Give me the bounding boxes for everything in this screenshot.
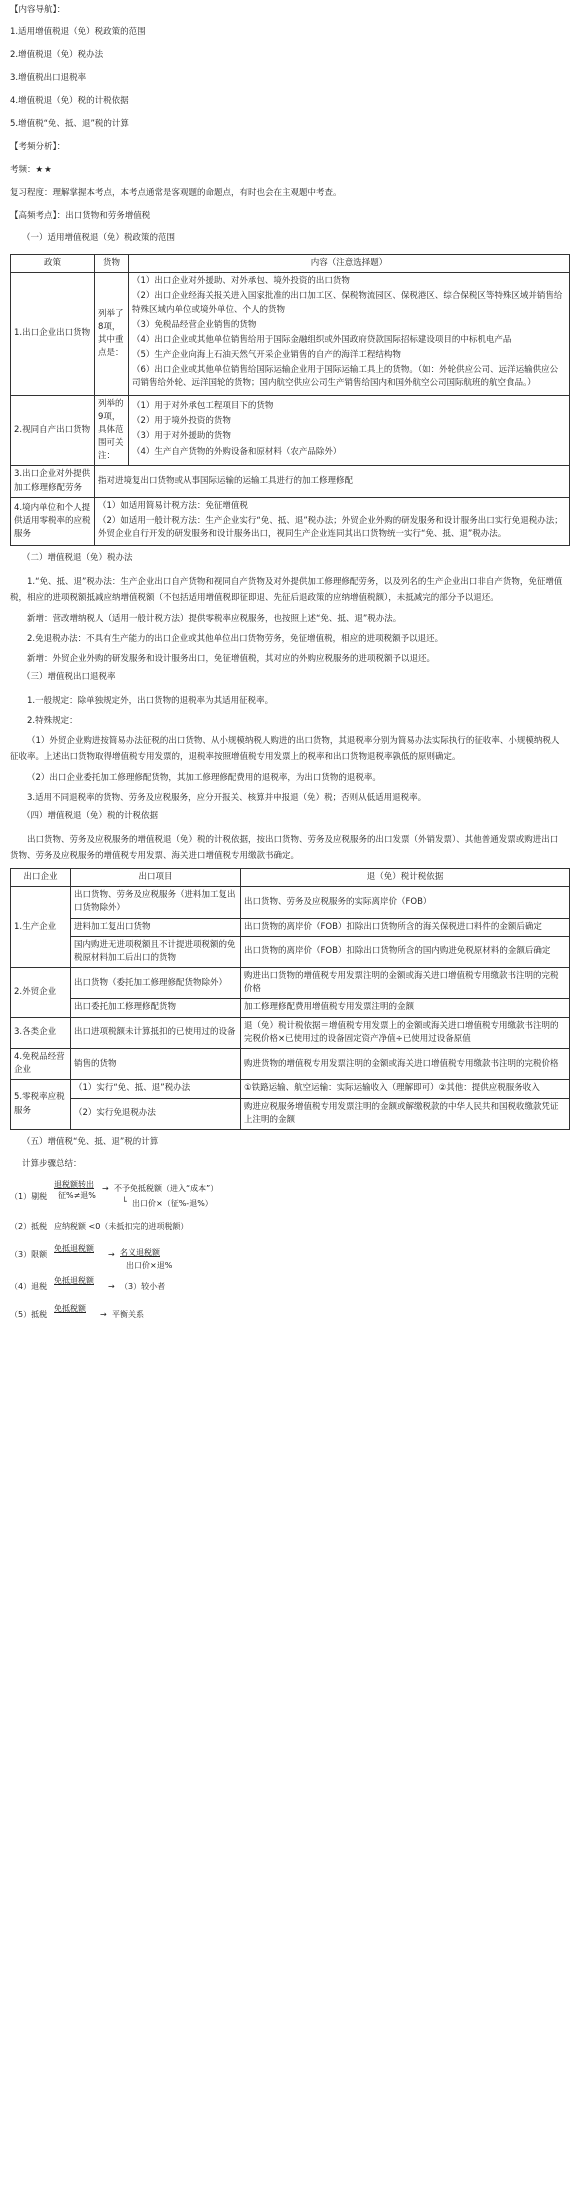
enterprise-cell: 5.零税率应税服务 xyxy=(11,1080,71,1130)
content-cell xyxy=(95,497,570,546)
table-header: 退（免）税计税依据 xyxy=(241,869,570,887)
nav-title: 【内容导航】： xyxy=(10,5,66,15)
basis-cell: 出口货物的离岸价（FOB）扣除出口货物所含的海关保税进口料件的金额后确定 xyxy=(241,918,570,936)
step-top-text: 免抵退税额 xyxy=(54,1275,94,1285)
item-cell: 国内购进无进项税额且不计提进项税额的免税原材料加工后出口的货物 xyxy=(71,936,241,967)
table-header: 出口项目 xyxy=(71,869,241,887)
item-cell: 出口委托加工修理修配货物 xyxy=(71,999,241,1017)
list-item: （3）免税品经营企业销售的货物 xyxy=(132,319,257,330)
section-4-title: （四）增值税退（免）税的计税依据 xyxy=(22,810,159,821)
step-mid-text: 征%≠退% xyxy=(58,1190,96,1200)
nav-item-1: 1.适用增值税退（免）税政策的范围 xyxy=(10,27,146,37)
step-text: 应纳税额 <0（未抵扣完的进项税额） xyxy=(54,1221,189,1231)
goods-cell: 列举的9项，具体范围可关注： xyxy=(95,395,129,466)
step-top-text: 免抵退税额 xyxy=(54,1243,94,1253)
paragraph: 1.“免、抵、退”税办法：生产企业出口自产货物和视同自产货物及对外提供加工修理修配劳务，以及列名的生产企业出口非自产货物，免征增值税，相应的进项税额抵减应纳增值税额（不包括适用增值税即征即退、先征后退政策的应纳增值税额），未抵减完的部分予以退还。 xyxy=(10,577,563,604)
paragraph: 3.适用不同退税率的货物、劳务及应税服务，应分开报关、核算并申报退（免）税；否则从低适用退税率。 xyxy=(27,792,427,803)
star-rating: ★★ xyxy=(35,165,53,175)
paragraph: 1.一般规定：除单独规定外，出口货物的退税率为其适用征税率。 xyxy=(27,695,274,706)
list-item: （3）用于对外援助的货物 xyxy=(132,431,231,442)
paragraph: 2.特殊规定： xyxy=(27,716,78,727)
frequency-label: 考频： xyxy=(10,165,36,175)
list-item: （6）出口企业或其他单位销售给国际运输企业用于国际运输工具上的货物。（如：外轮供应公司、远洋运输供应公司销售给外轮、远洋国轮的货物；国内航空供应公司生产销售给国内和国外航空公司国际航班的航空食品。） xyxy=(132,365,559,389)
basis-cell: 加工修理修配费用增值税专用发票注明的金额 xyxy=(241,999,570,1017)
arrow-icon: → xyxy=(102,1183,109,1193)
policy-cell: 3.出口企业对外提供加工修理修配劳务 xyxy=(11,466,95,497)
enterprise-cell: 2.外贸企业 xyxy=(11,968,71,1018)
policy-scope-table xyxy=(10,254,570,546)
paragraph: 新增：营改增纳税人（适用一般计税方法）提供零税率应税服务，也按照上述“免、抵、退”税办法。 xyxy=(27,613,402,624)
paragraph: （1）外贸企业购进按简易办法征税的出口货物、从小规模纳税人购进的出口货物，其退税率分别为简易办法实际执行的征收率、小规模纳税人征收率。上述出口货物取得增值税专用发票的，退税率按照增值税专用发票上的税率和出口货物退税率孰低的原则确定。 xyxy=(10,736,560,763)
table-header: 货物 xyxy=(95,255,129,273)
basis-cell: ①铁路运输、航空运输：实际运输收入（理解即可）②其他：提供应税服务收入 xyxy=(241,1080,570,1098)
step-label: （5）抵税 xyxy=(10,1309,48,1319)
basis-cell: 购进货物的增值税专用发票注明的金额或海关进口增值税专用缴款书注明的完税价格 xyxy=(241,1048,570,1079)
table-row xyxy=(11,918,570,936)
section-5-title: （五）增值税“免、抵、退”税的计算 xyxy=(22,1136,159,1147)
basis-cell: 购进应税服务增值税专用发票注明的金额或解缴税款的中华人民共和国税收缴款凭证上注明的金额 xyxy=(241,1098,570,1129)
policy-cell: 1.出口企业出口货物 xyxy=(11,273,95,395)
section-3-title: （三）增值税出口退税率 xyxy=(22,671,116,682)
table-header: 出口企业 xyxy=(11,869,71,887)
item-cell: （2）实行免退税办法 xyxy=(71,1098,241,1129)
item-cell: 出口进项税额未计算抵扣的已使用过的设备 xyxy=(71,1017,241,1048)
table-row xyxy=(11,1017,570,1048)
nav-item-2: 2.增值税退（免）税办法 xyxy=(10,50,104,60)
step-bottom-text: 出口价×（征%-退%） xyxy=(132,1198,213,1208)
list-item: （1）如适用简易计税方法：免征增值税 xyxy=(98,500,248,511)
focus-title: 【高频考点】：出口货物和劳务增值税 xyxy=(10,211,151,221)
arrow-icon: └ xyxy=(122,1196,127,1206)
list-item: （2）如适用一般计税方法：生产企业实行“免、抵、退”税办法；外贸企业外购的研发服务和设计服务出口实行免退税办法；外贸企业自行开发的研发服务和设计服务出口，视同生产企业连同其出口货物统一实行“免、抵、退”税办法。 xyxy=(98,515,563,540)
basis-cell: 购进出口货物的增值税专用发票注明的金额或海关进口增值税专用缴款书注明的完税价格 xyxy=(241,968,570,999)
table-row xyxy=(11,466,570,497)
content-cell: 指对进境复出口货物或从事国际运输的运输工具进行的加工修理修配 xyxy=(95,466,570,497)
step-label: （3）限额 xyxy=(10,1249,48,1259)
table-header: 内容（注意选择题） xyxy=(129,255,570,273)
step-label: （4）退税 xyxy=(10,1281,48,1291)
tax-basis-table xyxy=(10,868,570,1130)
list-item: （2）出口企业经海关报关进入国家批准的出口加工区、保税物流园区、保税港区、综合保税区等特殊区域并销售给特殊区域内单位或境外单位、个人的货物 xyxy=(132,291,563,315)
nav-item-4: 4.增值税退（免）税的计税依据 xyxy=(10,96,129,106)
review-level: 复习程度：理解掌握本考点，本考点通常是客观题的命题点，有时也会在主观题中考查。 xyxy=(10,188,342,198)
paragraph: 新增：外贸企业外购的研发服务和设计服务出口，免征增值税，其对应的外购应税服务的进项税额予以退还。 xyxy=(27,653,436,664)
arrow-icon: → xyxy=(108,1249,115,1259)
paragraph: （2）出口企业委托加工修理修配货物，其加工修理修配费用的退税率，为出口货物的退税率。 xyxy=(27,772,381,783)
paragraph: 2.免退税办法：不具有生产能力的出口企业或其他单位出口货物劳务，免征增值税，相应的进项税额予以退还。 xyxy=(27,633,444,644)
list-item: （4）生产自产货物的外购设备和原材料（农产品除外） xyxy=(132,446,342,457)
frequency-line xyxy=(10,164,570,187)
item-cell: 出口货物（委托加工修理修配货物除外） xyxy=(71,968,241,999)
policy-cell: 4.境内单位和个人提供适用零税率的应税服务 xyxy=(11,497,95,546)
table-row xyxy=(11,1080,570,1098)
arrow-icon: → xyxy=(108,1281,115,1291)
basis-cell: 出口货物的离岸价（FOB）扣除出口货物所含的国内购进免税原材料的金额后确定 xyxy=(241,936,570,967)
item-cell: 进料加工复出口货物 xyxy=(71,918,241,936)
list-item: （1）用于对外承包工程项目下的货物 xyxy=(132,401,274,412)
content-cell xyxy=(129,273,570,395)
table-row xyxy=(11,497,570,546)
table-row xyxy=(11,273,570,395)
arrow-icon: → xyxy=(100,1309,107,1319)
step-bottom-text: 出口价×退% xyxy=(126,1260,173,1270)
item-cell: 出口货物、劳务及应税服务（进料加工复出口货物除外） xyxy=(71,887,241,918)
nav-item-5: 5.增值税“免、抵、退”税的计算 xyxy=(10,119,129,129)
step-right-text: 不予免抵税额（进入“成本”） xyxy=(114,1183,219,1193)
enterprise-cell: 4.免税品经营企业 xyxy=(11,1048,71,1079)
calculation-steps xyxy=(10,1180,570,1332)
basis-cell: 退（免）税计税依据＝增值税专用发票上的金额或海关进口增值税专用缴款书注明的完税价格×已使用过的设备固定资产净值÷已使用过设备原值 xyxy=(241,1017,570,1048)
step-3 xyxy=(10,1244,570,1276)
nav-item-3: 3.增值税出口退税率 xyxy=(10,73,87,83)
steps-title: 计算步骤总结： xyxy=(22,1158,82,1169)
enterprise-cell: 1.生产企业 xyxy=(11,887,71,968)
goods-cell: 列举了8项，其中重点是： xyxy=(95,273,129,395)
policy-cell: 2.视同自产出口货物 xyxy=(11,395,95,466)
basis-cell: 出口货物、劳务及应税服务的实际离岸价（FOB） xyxy=(241,887,570,918)
item-cell: （1）实行“免、抵、退”税办法 xyxy=(71,1080,241,1098)
item-cell: 销售的货物 xyxy=(71,1048,241,1079)
table-row xyxy=(11,1098,570,1129)
step-label: （2）抵税 xyxy=(10,1221,48,1231)
section-2-title: （二）增值税退（免）税办法 xyxy=(22,553,133,564)
step-1 xyxy=(10,1180,570,1218)
table-row xyxy=(11,1048,570,1079)
step-right-text: （3）较小者 xyxy=(120,1281,166,1291)
enterprise-cell: 3.各类企业 xyxy=(11,1017,71,1048)
table-row xyxy=(11,887,570,918)
paragraph: 出口货物、劳务及应税服务的增值税退（免）税的计税依据，按出口货物、劳务及应税服务的出口发票（外销发票）、其他普通发票或购进出口货物、劳务及应税服务的增值税专用发票、海关进口增值税专用缴款书确定。 xyxy=(10,834,559,861)
list-item: （1）出口企业对外援助、对外承包、境外投资的出口货物 xyxy=(132,276,350,287)
list-item: （4）出口企业或其他单位销售给用于国际金融组织或外国政府贷款国际招标建设项目的中标机电产品 xyxy=(132,334,512,345)
step-top-text: 退税额转出 xyxy=(54,1179,94,1189)
section-1-title: （一）适用增值税退（免）税政策的范围 xyxy=(22,233,176,243)
table-row xyxy=(11,936,570,967)
step-right-text: 名义退税额 xyxy=(120,1247,160,1257)
step-right-text: 平衡关系 xyxy=(112,1309,144,1319)
table-row xyxy=(11,395,570,466)
content-cell xyxy=(129,395,570,466)
step-4 xyxy=(10,1276,570,1304)
table-row xyxy=(11,999,570,1017)
step-2 xyxy=(10,1218,570,1244)
step-top-text: 免抵税额 xyxy=(54,1303,86,1313)
list-item: （5）生产企业向海上石油天然气开采企业销售的自产的海洋工程结构物 xyxy=(132,350,401,361)
step-5 xyxy=(10,1304,570,1332)
table-row xyxy=(11,968,570,999)
list-item: （2）用于境外投资的货物 xyxy=(132,416,231,427)
step-label: （1）剔税 xyxy=(10,1191,48,1201)
analysis-title: 【考频分析】： xyxy=(10,142,66,152)
table-header: 政策 xyxy=(11,255,95,273)
